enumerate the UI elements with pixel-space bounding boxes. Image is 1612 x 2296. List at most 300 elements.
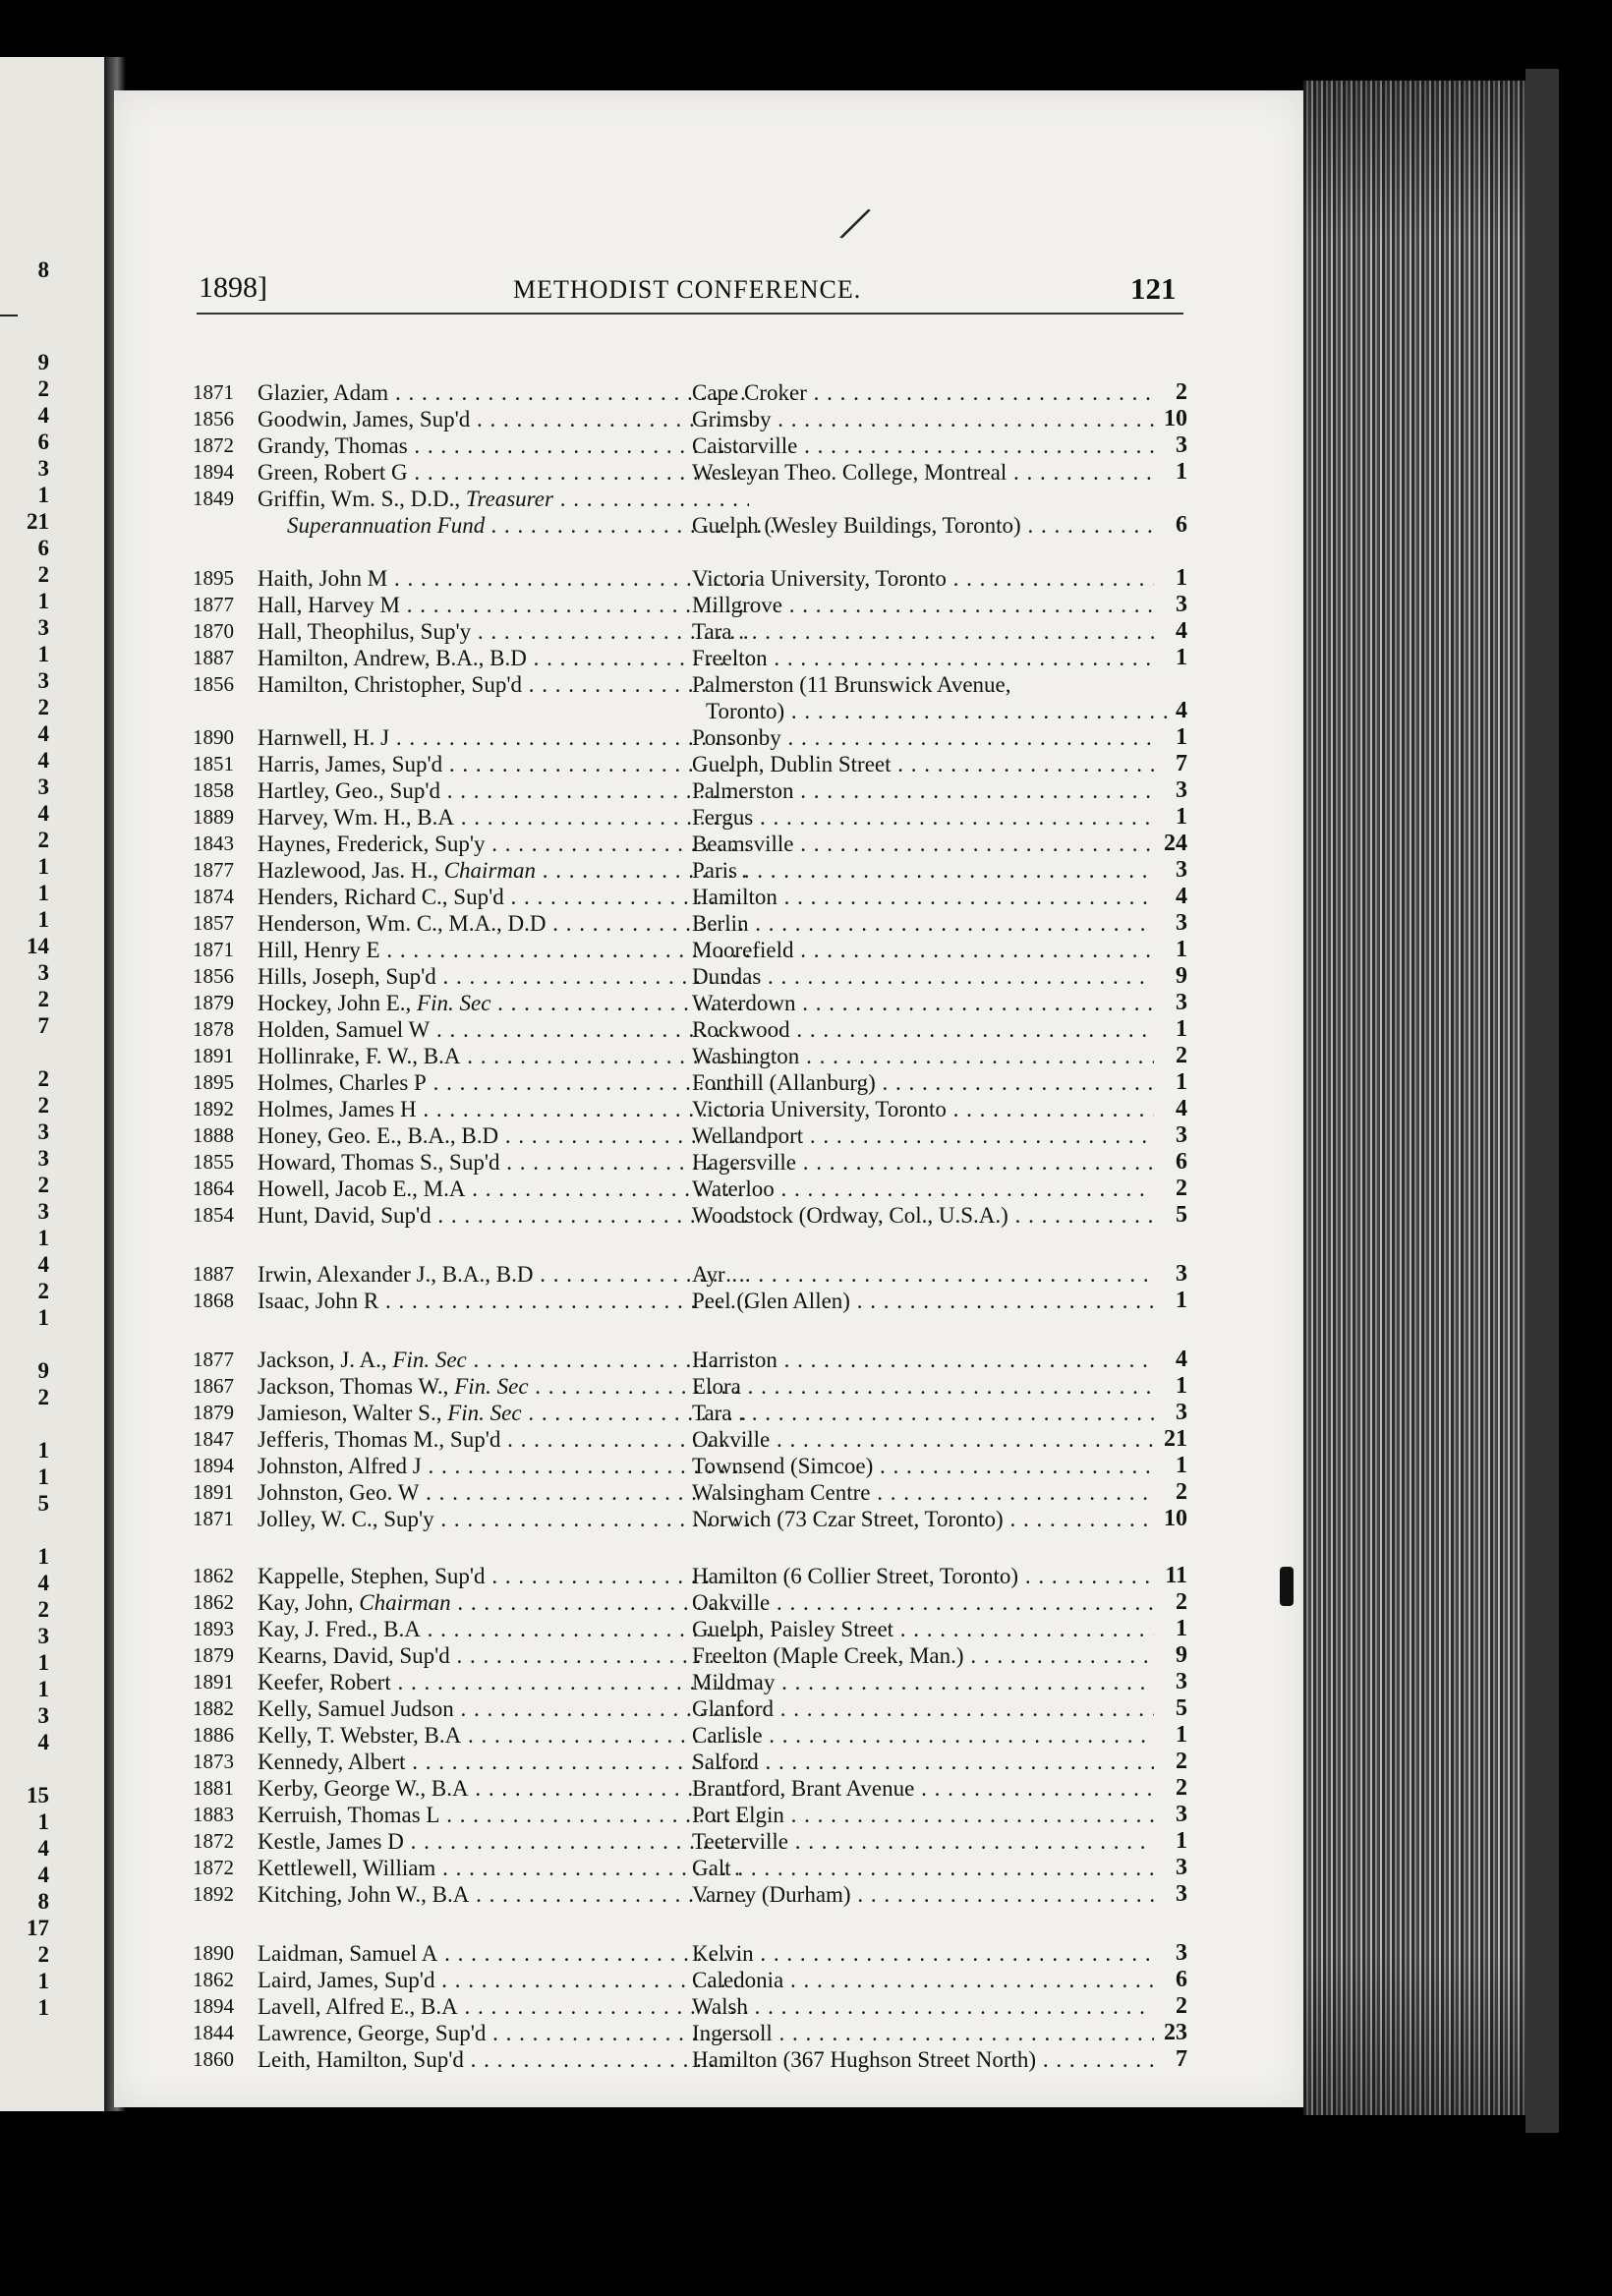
entry-name-text: Jackson, J. A.,: [258, 1348, 387, 1372]
entry-row: [193, 1453, 1187, 1479]
entry-row: [193, 1589, 1187, 1616]
entry-years-count: 1: [1176, 1288, 1187, 1313]
entry-year: 1887: [193, 1262, 234, 1286]
entry-year: 1893: [193, 1617, 234, 1640]
entry-station: Beamsville . . .: [692, 831, 1154, 857]
entry-name: [258, 486, 749, 512]
entry-year: 1858: [193, 778, 234, 802]
entry-station: Wesleyan Theo. College, Montreal . . .: [692, 459, 1154, 486]
entry-years-count: 4: [1176, 1347, 1187, 1372]
entry-years-count: 2: [1176, 1993, 1187, 2019]
entry-years-count: 1: [1176, 1016, 1187, 1042]
entry-station: Palmerston (11 Brunswick Avenue,: [692, 672, 1011, 697]
entry-station: Hamilton (367 Hughson Street North) . . .: [692, 2046, 1154, 2073]
entry-row: [193, 1149, 1187, 1176]
entry-year: 1860: [193, 2047, 234, 2071]
entry-station: Wellandport . . .: [692, 1122, 1154, 1149]
entry-name: [258, 1749, 749, 1775]
entry-name: [258, 2046, 749, 2073]
entry-name: [258, 1096, 749, 1122]
entry-year: 1894: [193, 1454, 234, 1477]
entry-row: [193, 645, 1187, 671]
entry-name: [258, 1775, 749, 1802]
entry-years-count: 3: [1176, 1881, 1187, 1907]
facing-page-number: 3: [37, 775, 49, 799]
entry-name: [258, 831, 749, 857]
entry-row: [193, 1506, 1187, 1532]
entry-years-count: 3: [1176, 592, 1187, 617]
entry-years-count: 9: [1176, 1642, 1187, 1668]
entry-year: 1855: [193, 1150, 234, 1174]
entry-row: [193, 1940, 1187, 1967]
entry-name-text: Kettlewell, William: [258, 1856, 436, 1880]
entry-name: [258, 751, 749, 777]
entry-station: Washington . . .: [692, 1043, 1154, 1069]
entry-year: 1895: [193, 1070, 234, 1094]
entry-station: Palmerston . . .: [692, 777, 1154, 804]
entry-name-text: Hartley, Geo., Sup'd: [258, 778, 440, 803]
facing-page-number: 1: [37, 1544, 49, 1569]
facing-page-number: 3: [37, 1703, 49, 1728]
facing-page-number: 4: [37, 1252, 49, 1277]
entry-row: [193, 1426, 1187, 1453]
entry-year: 1894: [193, 460, 234, 484]
entry-year: 1847: [193, 1427, 234, 1451]
entry-row: [193, 379, 1187, 406]
entry-name-text: Isaac, John R: [258, 1289, 379, 1313]
entry-name: [258, 1616, 749, 1642]
entry-name-text: Henders, Richard C., Sup'd: [258, 885, 504, 909]
entry-office: Fin. Sec: [392, 1348, 467, 1372]
entry-years-count: 3: [1176, 910, 1187, 936]
entry-name-text: Laird, James, Sup'd: [258, 1968, 435, 1992]
entry-row: [193, 1400, 1187, 1426]
entry-year: 1892: [193, 1097, 234, 1120]
entry-years-count: 2: [1176, 1479, 1187, 1505]
facing-page-number: 4: [37, 801, 49, 826]
facing-page-number: 2: [37, 562, 49, 587]
entry-name: [258, 1373, 749, 1400]
entry-year: 1856: [193, 672, 234, 696]
entry-year: 1889: [193, 805, 234, 829]
entry-name: [258, 1426, 749, 1453]
entry-years-count: 2: [1176, 1775, 1187, 1801]
facing-page-number: 2: [37, 1173, 49, 1197]
entry-years-count: 24: [1164, 831, 1187, 856]
entry-station: Oakville . . .: [692, 1589, 1154, 1616]
facing-page-number: 2: [37, 1279, 49, 1303]
entry-station: Varney (Durham) . . .: [692, 1881, 1154, 1908]
facing-page-number: 1: [37, 1995, 49, 2020]
entry-station: Townsend (Simcoe) . . .: [692, 1453, 1154, 1479]
entry-years-count: 6: [1176, 512, 1187, 538]
entry-station: Hagersville . . .: [692, 1149, 1154, 1176]
entry-years-count: 2: [1176, 379, 1187, 405]
entry-name: [258, 1669, 749, 1695]
entry-year: 1891: [193, 1044, 234, 1067]
entry-year: 1862: [193, 1590, 234, 1614]
entry-year: 1843: [193, 832, 234, 855]
entry-name-text: Hamilton, Andrew, B.A., B.D: [258, 646, 527, 670]
entry-year: 1890: [193, 1941, 234, 1965]
entry-station: Harriston . . .: [692, 1347, 1154, 1373]
entry-station: Hamilton (6 Collier Street, Toronto) . . .: [692, 1563, 1154, 1589]
entry-row: [193, 1642, 1187, 1669]
entry-row: [193, 990, 1187, 1016]
entry-name-text: Laidman, Samuel A: [258, 1941, 438, 1966]
entry-name: [258, 804, 749, 831]
entry-row: [193, 1479, 1187, 1506]
entry-name-text: Holden, Samuel W: [258, 1017, 431, 1042]
entry-name: [258, 1589, 749, 1616]
facing-page-number: 1: [37, 1305, 49, 1330]
facing-page-number: 8: [37, 258, 49, 282]
entry-year: 1874: [193, 885, 234, 908]
entry-name: [258, 777, 749, 804]
entry-year: 1892: [193, 1882, 234, 1906]
entry-station: Tara . . .: [692, 618, 1154, 645]
facing-page-number: 15: [27, 1783, 49, 1808]
entry-name: [258, 2020, 749, 2046]
entry-years-count: 3: [1176, 1261, 1187, 1287]
entry-name: [258, 1506, 749, 1532]
facing-page-number: 4: [37, 748, 49, 773]
page-number: 121: [1130, 271, 1177, 306]
entry-years-count: 1: [1176, 1828, 1187, 1854]
entry-name-text: Hall, Harvey M: [258, 593, 400, 617]
facing-page-number: 1: [37, 1650, 49, 1675]
facing-page-number: 2: [37, 695, 49, 719]
entry-name: [258, 724, 749, 751]
facing-page-number: 4: [37, 1730, 49, 1754]
entry-station: Fonthill (Allanburg) . . .: [692, 1069, 1154, 1096]
entry-years-count: 1: [1176, 1069, 1187, 1095]
entry-years-count: 4: [1176, 698, 1187, 723]
entry-station: Mildmay . . .: [692, 1669, 1154, 1695]
entry-name: [258, 1828, 749, 1855]
facing-page-number: 1: [37, 1677, 49, 1701]
facing-page-number: 1: [37, 589, 49, 613]
entry-name: [258, 1855, 749, 1881]
entry-name-text: Jackson, Thomas W.,: [258, 1374, 449, 1399]
entry-years-count: 1: [1176, 645, 1187, 670]
entry-row: [193, 1669, 1187, 1695]
entry-name-text: Kelly, Samuel Judson: [258, 1696, 454, 1721]
entry-row: [193, 592, 1187, 618]
facing-page-number: 6: [37, 536, 49, 560]
entry-year: 1867: [193, 1374, 234, 1398]
entry-year: 1879: [193, 991, 234, 1014]
entry-station: Oakville . . .: [692, 1426, 1154, 1453]
entry-year: 1862: [193, 1968, 234, 1991]
entry-name-text: Honey, Geo. E., B.A., B.D: [258, 1123, 499, 1148]
entry-years-count: 1: [1176, 459, 1187, 485]
facing-page-number: 7: [37, 1013, 49, 1038]
entry-year: 1871: [193, 938, 234, 961]
entry-row: [193, 1993, 1187, 2020]
entry-office: Chairman: [443, 858, 537, 883]
facing-page-number: 21: [27, 509, 49, 534]
entry-row: [193, 804, 1187, 831]
facing-page-number: 3: [37, 1146, 49, 1171]
pen-mark: /: [838, 193, 871, 254]
entry-year: 1883: [193, 1803, 234, 1826]
entry-name: [258, 1069, 749, 1096]
entry-name-text: Jamieson, Walter S.,: [258, 1401, 442, 1425]
entry-station: Hamilton . . .: [692, 884, 1154, 910]
entry-years-count: 7: [1176, 2046, 1187, 2072]
entry-name: [258, 1176, 749, 1202]
entry-name-text: Green, Robert G: [258, 460, 408, 485]
entry-year: 1882: [193, 1696, 234, 1720]
entry-years-count: 1: [1176, 1373, 1187, 1399]
entry-station: Waterdown . . .: [692, 990, 1154, 1016]
entry-row: [193, 963, 1187, 990]
entry-name-text: Holmes, Charles P: [258, 1070, 427, 1095]
entry-year: 1868: [193, 1289, 234, 1312]
entry-name: [258, 1802, 749, 1828]
entry-station: Caistorville . . .: [692, 432, 1154, 459]
facing-page-number: 1: [37, 1969, 49, 1993]
entry-year: 1851: [193, 752, 234, 775]
entry-row: [193, 857, 1187, 884]
entry-row: [193, 1261, 1187, 1288]
entry-station: Guelph, Dublin Street . . .: [692, 751, 1154, 777]
entry-name: [258, 1016, 749, 1043]
entry-row: [193, 512, 1187, 539]
entry-years-count: 4: [1176, 1096, 1187, 1121]
entry-station: Caledonia . . .: [692, 1967, 1154, 1993]
entry-name-text: Kappelle, Stephen, Sup'd: [258, 1564, 486, 1588]
entry-name: [258, 910, 749, 937]
entry-years-count: 3: [1176, 1940, 1187, 1966]
entry-station: Guelph (Wesley Buildings, Toronto) . . .: [692, 512, 1154, 539]
entry-row: [193, 1016, 1187, 1043]
entry-row: [193, 1288, 1187, 1314]
entry-years-count: 4: [1176, 884, 1187, 909]
entry-name-text: Howard, Thomas S., Sup'd: [258, 1150, 500, 1175]
entry-row: [193, 1695, 1187, 1722]
entry-station: Elora . . .: [692, 1373, 1154, 1400]
entry-year: 1890: [193, 725, 234, 749]
entry-name-text: Johnston, Geo. W: [258, 1480, 420, 1505]
entry-station: Rockwood . . .: [692, 1016, 1154, 1043]
entry-years-count: 1: [1176, 724, 1187, 750]
entry-station: Moorefield . . .: [692, 937, 1154, 963]
entry-years-count: 2: [1176, 1176, 1187, 1201]
entry-year: 1887: [193, 646, 234, 669]
entry-row: [193, 1043, 1187, 1069]
entry-station: Dundas . . .: [692, 963, 1154, 990]
entry-row: [193, 671, 1187, 698]
facing-page-number: 3: [37, 1119, 49, 1144]
entry-station: Fergus . . .: [692, 804, 1154, 831]
entry-name: [258, 406, 749, 432]
facing-page-number: 2: [37, 1066, 49, 1091]
running-head-year: 1898]: [199, 271, 267, 304]
facing-page-number: 1: [37, 1226, 49, 1250]
entry-row: [193, 1749, 1187, 1775]
entry-row: [193, 2020, 1187, 2046]
facing-page-number: 3: [37, 668, 49, 693]
facing-page-number: 1: [37, 907, 49, 932]
entry-year: 1877: [193, 1348, 234, 1371]
entry-years-count: 2: [1176, 1589, 1187, 1615]
entry-name-text: Glazier, Adam: [258, 380, 389, 405]
entry-station: Grimsby . . .: [692, 406, 1154, 432]
entry-row: [193, 724, 1187, 751]
entry-years-count: 3: [1176, 990, 1187, 1015]
entry-years-count: 5: [1176, 1202, 1187, 1228]
entry-years-count: 10: [1164, 406, 1187, 431]
entry-year: 1879: [193, 1401, 234, 1424]
facing-page-number: 1: [37, 854, 49, 879]
entry-year: 1854: [193, 1203, 234, 1227]
entry-year: 1872: [193, 1829, 234, 1853]
entry-name-text: Kay, J. Fred., B.A: [258, 1617, 421, 1641]
facing-page-number: 17: [27, 1916, 49, 1940]
entry-station: Victoria University, Toronto . . .: [692, 565, 1154, 592]
entry-name-text: Lawrence, George, Sup'd: [258, 2021, 487, 2045]
entry-row: [193, 1775, 1187, 1802]
entry-row: [193, 1722, 1187, 1749]
facing-page-number: 2: [37, 1093, 49, 1118]
entry-row: [193, 2046, 1187, 2073]
entry-years-count: 6: [1176, 1967, 1187, 1992]
entry-year: 1844: [193, 2021, 234, 2044]
entry-year: 1857: [193, 911, 234, 935]
entry-name: [258, 857, 749, 884]
entry-station: Freelton . . .: [692, 645, 1154, 671]
entry-name: [258, 671, 749, 698]
facing-page-number: 2: [37, 1942, 49, 1967]
entry-name: [258, 645, 749, 671]
entry-name: [258, 1347, 749, 1373]
entry-years-count: 3: [1176, 1855, 1187, 1880]
entry-year: 1873: [193, 1750, 234, 1773]
entry-station: Berlin . . .: [692, 910, 1154, 937]
facing-page-number: 1: [37, 1438, 49, 1463]
entry-station: Salford . . .: [692, 1749, 1154, 1775]
facing-page-number: 1: [37, 1464, 49, 1489]
entry-name-text: Jefferis, Thomas M., Sup'd: [258, 1427, 501, 1452]
facing-page-number: 3: [37, 615, 49, 640]
entry-name-text: Kerby, George W., B.A: [258, 1776, 469, 1801]
entry-station: Freelton (Maple Creek, Man.) . . .: [692, 1642, 1154, 1669]
entry-year: 1872: [193, 433, 234, 457]
entry-years-count: 3: [1176, 857, 1187, 883]
entry-year: 1862: [193, 1564, 234, 1587]
entry-name: [258, 1993, 749, 2020]
entry-station: Norwich (73 Czar Street, Toronto) . . .: [692, 1506, 1154, 1532]
facing-page-number: 8: [37, 1889, 49, 1914]
entry-office: Fin. Sec: [447, 1401, 522, 1425]
entry-office: Treasurer: [465, 487, 553, 511]
entry-row: [193, 432, 1187, 459]
entry-station: Victoria University, Toronto . . .: [692, 1096, 1154, 1122]
entry-year: 1877: [193, 858, 234, 882]
entry-name: [258, 1722, 749, 1749]
entry-row: [193, 1855, 1187, 1881]
entry-name: [258, 937, 749, 963]
entry-name-text: Harnwell, H. J: [258, 725, 390, 750]
entry-row: [193, 937, 1187, 963]
entry-station: Ingersoll . . .: [692, 2020, 1154, 2046]
entry-name: [258, 1881, 749, 1908]
entry-name: [258, 459, 749, 486]
entry-years-count: 21: [1164, 1426, 1187, 1452]
entry-name-text: Kearns, David, Sup'd: [258, 1643, 450, 1668]
entry-office: Fin. Sec: [417, 991, 491, 1015]
entry-row: [193, 777, 1187, 804]
entry-name-text: Hazlewood, Jas. H.,: [258, 858, 438, 883]
entry-row: [193, 1967, 1187, 1993]
entry-name-text: Hall, Theophilus, Sup'y: [258, 619, 472, 644]
entry-row: [193, 459, 1187, 486]
entry-row: [193, 565, 1187, 592]
entry-station: Cape Croker . . .: [692, 379, 1154, 406]
entry-year: 1891: [193, 1670, 234, 1693]
entry-row: [193, 751, 1187, 777]
entry-name: [258, 1149, 749, 1176]
facing-page-number: 6: [37, 430, 49, 454]
entry-station: Paris . . .: [692, 857, 1154, 884]
entry-year: 1856: [193, 964, 234, 988]
facing-page-number: 3: [37, 1624, 49, 1648]
entry-station: Kelvin . . .: [692, 1940, 1154, 1967]
entry-years-count: 7: [1176, 751, 1187, 776]
entry-name-text: Grandy, Thomas: [258, 433, 408, 458]
running-head-title: METHODIST CONFERENCE.: [513, 275, 862, 304]
entry-year: 1872: [193, 1856, 234, 1879]
entry-station: Glanford . . .: [692, 1695, 1154, 1722]
entry-years-count: 1: [1176, 1453, 1187, 1478]
entry-name: [258, 1563, 749, 1589]
entry-station: Woodstock (Ordway, Col., U.S.A.) . . .: [692, 1202, 1154, 1229]
entry-name-text: Holmes, James H: [258, 1097, 417, 1121]
entry-year: 1870: [193, 619, 234, 643]
entry-year: 1864: [193, 1177, 234, 1200]
entry-name: [258, 1940, 749, 1967]
entry-station: Toronto) . . .: [706, 698, 1168, 724]
entry-row: [193, 1122, 1187, 1149]
entry-name: [258, 1043, 749, 1069]
entry-year: 1879: [193, 1643, 234, 1667]
entry-name: [258, 1202, 749, 1229]
entry-name-text: Harris, James, Sup'd: [258, 752, 443, 776]
entry-name-text: Griffin, Wm. S., D.D.,: [258, 487, 461, 511]
entry-name: [258, 884, 749, 910]
entry-name-text: Hunt, David, Sup'd: [258, 1203, 432, 1228]
facing-page-number: 4: [37, 403, 49, 428]
entry-year: 1886: [193, 1723, 234, 1747]
entry-name-text: Harvey, Wm. H., B.A: [258, 805, 454, 830]
entry-name-text: Goodwin, James, Sup'd: [258, 407, 471, 431]
entry-row: [193, 831, 1187, 857]
facing-page-number: 2: [37, 987, 49, 1011]
entry-years-count: 6: [1176, 1149, 1187, 1175]
entry-station: Port Elgin . . .: [692, 1802, 1154, 1828]
facing-page-number: 1: [37, 483, 49, 507]
entry-name-text: Kerruish, Thomas L: [258, 1803, 440, 1827]
entry-station: Walsh . . .: [692, 1993, 1154, 2020]
facing-page-number: 3: [37, 456, 49, 481]
facing-page-number: 2: [37, 1385, 49, 1409]
entry-row: [193, 1202, 1187, 1229]
entry-years-count: 3: [1176, 432, 1187, 458]
entry-name-text: Johnston, Alfred J: [258, 1454, 422, 1478]
entry-row: [193, 698, 1187, 724]
